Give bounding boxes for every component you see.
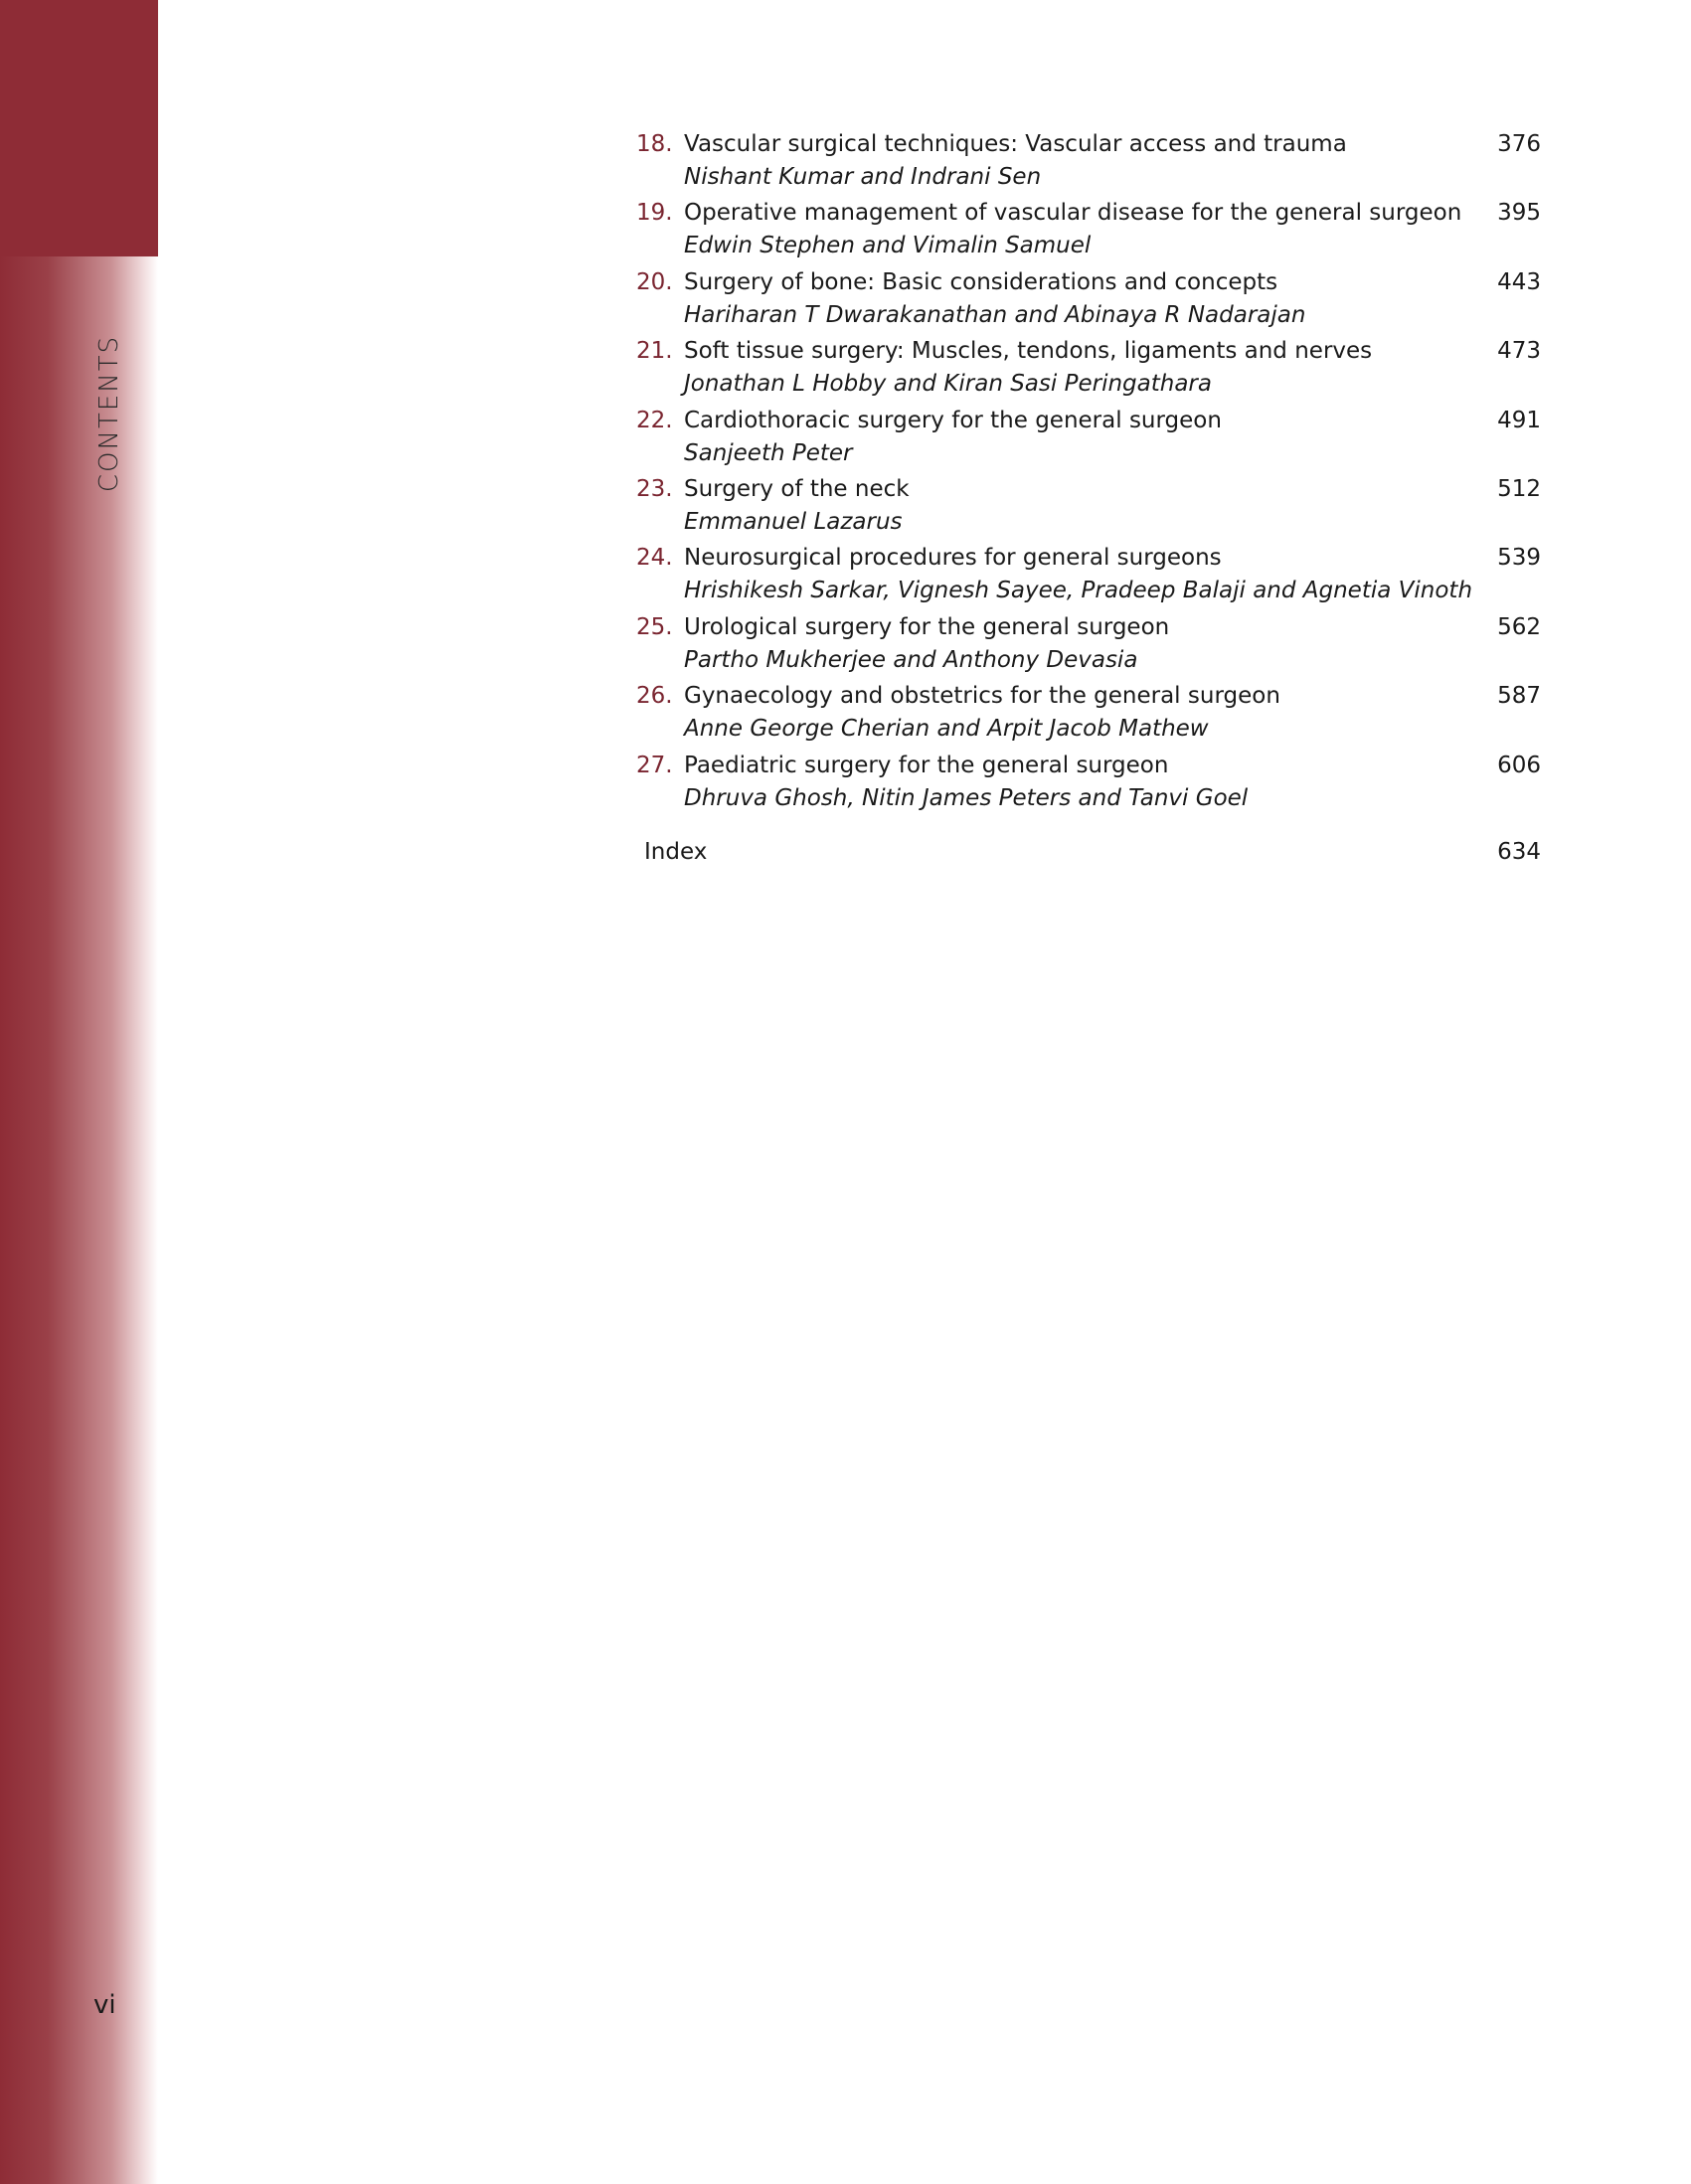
table-of-contents	[636, 127, 1541, 875]
chapter-authors: Partho Mukherjee and Anthony Devasia	[684, 646, 1138, 673]
chapter-title: Urological surgery for the general surgeon	[684, 613, 1170, 640]
toc-entry[interactable]	[636, 404, 1541, 472]
toc-entry[interactable]	[636, 334, 1541, 403]
toc-entry[interactable]	[636, 127, 1541, 196]
toc-entry[interactable]	[636, 196, 1541, 264]
chapter-page: 376	[1497, 131, 1541, 157]
toc-entry[interactable]	[636, 679, 1541, 748]
chapter-page: 443	[1497, 268, 1541, 295]
chapter-number: 27.	[636, 752, 673, 778]
chapter-authors: Edwin Stephen and Vimalin Samuel	[684, 233, 1092, 259]
sidebar-band	[0, 0, 158, 2184]
chapter-number: 18.	[636, 131, 673, 157]
chapter-authors: Dhruva Ghosh, Nitin James Peters and Tanvi Goel	[684, 784, 1249, 811]
chapter-authors: Anne George Cherian and Arpit Jacob Mathew	[684, 716, 1209, 743]
chapter-authors: Hariharan T Dwarakanathan and Abinaya R Nadarajan	[684, 301, 1306, 328]
chapter-authors: Sanjeeth Peter	[684, 439, 853, 466]
chapter-number: 20.	[636, 268, 673, 295]
toc-entry[interactable]	[636, 610, 1541, 679]
chapter-authors: Emmanuel Lazarus	[684, 508, 903, 535]
chapter-title: Surgery of the neck	[684, 475, 910, 502]
chapter-page: 562	[1497, 613, 1541, 640]
chapter-title: Soft tissue surgery: Muscles, tendons, ligaments and nerves	[684, 338, 1373, 365]
page-number: vi	[93, 1990, 116, 2020]
chapter-page: 491	[1497, 407, 1541, 433]
chapter-title: Gynaecology and obstetrics for the general surgeon	[684, 683, 1280, 710]
chapter-title: Paediatric surgery for the general surgeon	[684, 752, 1169, 778]
chapter-title: Neurosurgical procedures for general surgeons	[684, 545, 1222, 572]
chapter-authors: Nishant Kumar and Indrani Sen	[684, 164, 1042, 190]
chapter-title: Vascular surgical techniques: Vascular access and trauma	[684, 131, 1347, 157]
index-title: Index	[644, 838, 708, 865]
chapter-page: 606	[1497, 752, 1541, 778]
chapter-number: 24.	[636, 545, 673, 572]
chapter-title: Operative management of vascular disease for the general surgeon	[684, 200, 1462, 227]
chapter-number: 23.	[636, 475, 673, 502]
toc-entry[interactable]	[636, 265, 1541, 334]
chapter-page: 512	[1497, 475, 1541, 502]
chapter-number: 22.	[636, 407, 673, 433]
chapter-page: 395	[1497, 200, 1541, 227]
chapter-page: 587	[1497, 683, 1541, 710]
chapter-authors: Jonathan L Hobby and Kiran Sasi Peringathara	[684, 371, 1212, 398]
toc-entry[interactable]	[636, 749, 1541, 817]
chapter-authors: Hrishikesh Sarkar, Vignesh Sayee, Pradeep Balaji and Agnetia Vinoth	[684, 578, 1473, 604]
chapter-number: 19.	[636, 200, 673, 227]
index-page: 634	[1497, 838, 1541, 865]
chapter-title: Cardiothoracic surgery for the general surgeon	[684, 407, 1222, 433]
toc-index-entry[interactable]	[636, 835, 1541, 875]
sidebar-top-block	[0, 0, 158, 256]
chapter-title: Surgery of bone: Basic considerations and concepts	[684, 268, 1278, 295]
chapter-number: 25.	[636, 613, 673, 640]
section-label: CONTENTS	[94, 334, 124, 493]
toc-entry[interactable]	[636, 541, 1541, 609]
chapter-page: 473	[1497, 338, 1541, 365]
chapter-number: 26.	[636, 683, 673, 710]
toc-entry[interactable]	[636, 472, 1541, 541]
chapter-number: 21.	[636, 338, 673, 365]
chapter-page: 539	[1497, 545, 1541, 572]
